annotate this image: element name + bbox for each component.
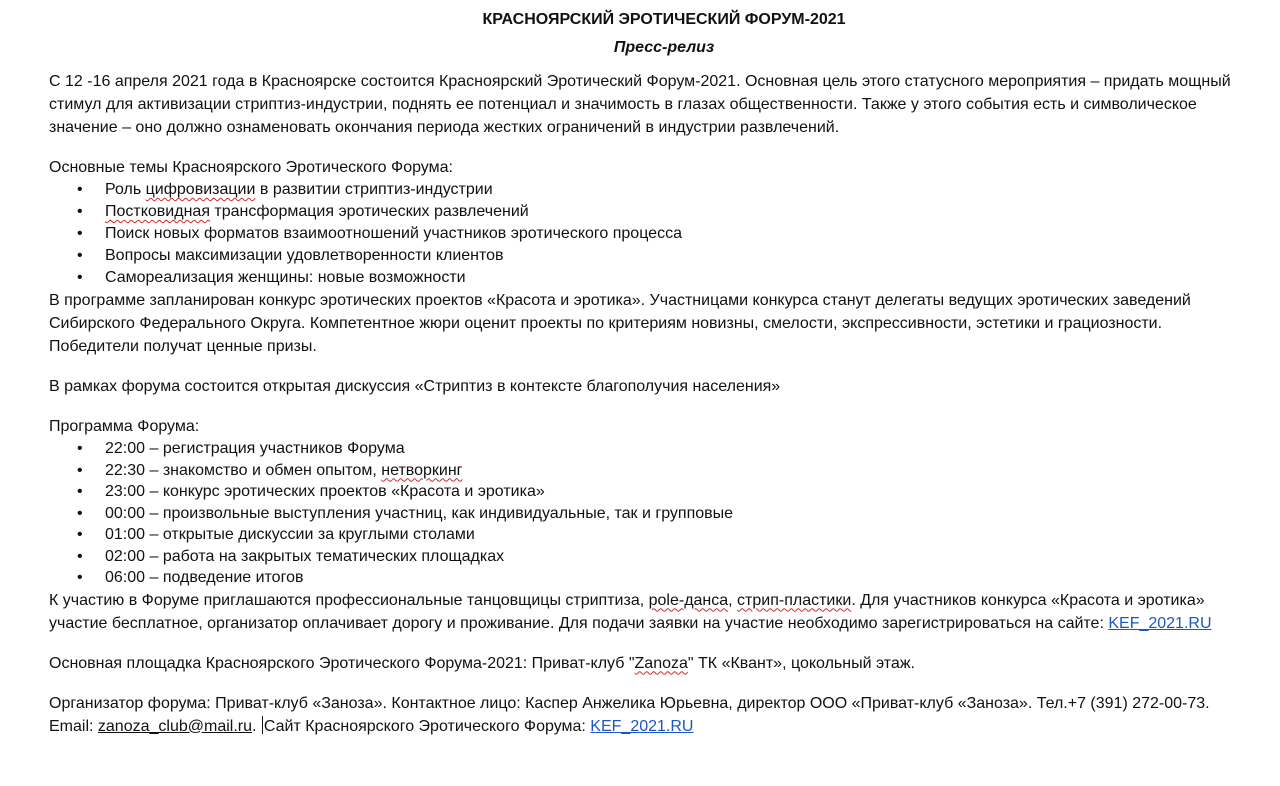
discussion-paragraph: В рамках форума состоится открытая дискуссия «Стриптиз в контексте благополучия населения»: [49, 378, 781, 395]
list-item: • Вопросы максимизации удовлетворенности клиентов: [49, 245, 1239, 267]
list-item: • Поиск новых форматов взаимоотношений участников эротического процесса: [49, 223, 1239, 245]
list-item: • 23:00 – конкурс эротических проектов «Красота и эротика»: [49, 481, 1239, 503]
list-item: • Самореализация женщины: новые возможности: [49, 267, 1239, 289]
list-item: • 06:00 – подведение итогов: [49, 567, 1239, 589]
spellcheck-word: Постковидная: [105, 203, 210, 220]
spellcheck-word: pole-данса: [648, 591, 729, 609]
document-title: КРАСНОЯРСКИЙ ЭРОТИЧЕСКИЙ ФОРУМ-2021: [482, 11, 846, 28]
invite-paragraph: К участию в Форуме приглашаются профессиональные танцовщицы стриптиза, pole-данса, стрип-пластики. Для участников конкурса «Красота и эротика» участие бесплатное, организатор оплачивает дорогу и проживание. Для подачи заявки на участие необходимо зарегистрироваться на сайте: KEF_2021.RU: [49, 591, 1212, 632]
list-item: • 02:00 – работа на закрытых тематических площадках: [49, 546, 1239, 568]
website-link[interactable]: KEF_2021.RU: [1108, 614, 1212, 632]
contest-paragraph: В программе запланирован конкурс эротических проектов «Красота и эротика». Участницами конкурса станут делегаты ведущих эротических заведений Сибирского Федерального Округа. Компетентное жюри оценит проекты по критериям новизны, смелости, экспрессивности, эстетики и грациозности. Победители получат ценные призы.: [49, 292, 1191, 355]
list-item: • 22:00 – регистрация участников Форума: [49, 438, 1239, 460]
spellcheck-word: Zanoza: [634, 654, 688, 672]
organizer-paragraph: Организатор форума: Приват-клуб «Заноза». Контактное лицо: Каспер Анжелика Юрьевна, директор ООО «Приват-клуб «Заноза». Тел.+7 (391) 272-00-73. Email: zanoza_club@mail.ru. Сайт Красноярского Эротического Форума: KEF_2021.RU: [49, 694, 1210, 735]
list-item: • 00:00 – произвольные выступления участниц, как индивидуальные, так и групповые: [49, 503, 1239, 525]
spellcheck-word: нетворкинг: [381, 461, 463, 479]
list-item: • Роль цифровизации в развитии стриптиз-индустрии: [49, 179, 1239, 201]
spellcheck-word: цифровизации: [145, 181, 256, 198]
list-item: • 01:00 – открытые дискуссии за круглыми столами: [49, 524, 1239, 546]
list-item: • Постковидная трансформация эротических развлечений: [49, 201, 1239, 223]
themes-heading: Основные темы Красноярского Эротического Форума:: [49, 159, 453, 176]
email-link[interactable]: zanoza_club@mail.ru: [97, 717, 252, 735]
program-list: [49, 438, 1239, 589]
text-cursor: [262, 716, 263, 734]
document-subtitle: Пресс-релиз: [613, 39, 715, 56]
intro-paragraph: С 12 -16 апреля 2021 года в Красноярске состоится Красноярский Эротический Форум-2021. Основная цель этого статусного мероприятия – придать мощный стимул для активизации стриптиз-индустрии, поднять ее потенциал и значимость в глазах общественности. Также у этого события есть и символическое значение – оно должно ознаменовать окончания периода жестких ограничений в индустрии развлечений.: [49, 73, 1231, 136]
website-link[interactable]: KEF_2021.RU: [590, 717, 694, 735]
document-page: [49, 10, 1239, 738]
spellcheck-word: стрип-пластики: [737, 591, 852, 609]
program-heading: Программа Форума:: [49, 418, 200, 435]
venue-paragraph: Основная площадка Красноярского Эротического Форума-2021: Приват-клуб "Zanoza" ТК «Квант», цокольный этаж.: [49, 654, 915, 672]
themes-list: [49, 179, 1239, 289]
list-item: • 22:30 – знакомство и обмен опытом, нетворкинг: [49, 460, 1239, 482]
